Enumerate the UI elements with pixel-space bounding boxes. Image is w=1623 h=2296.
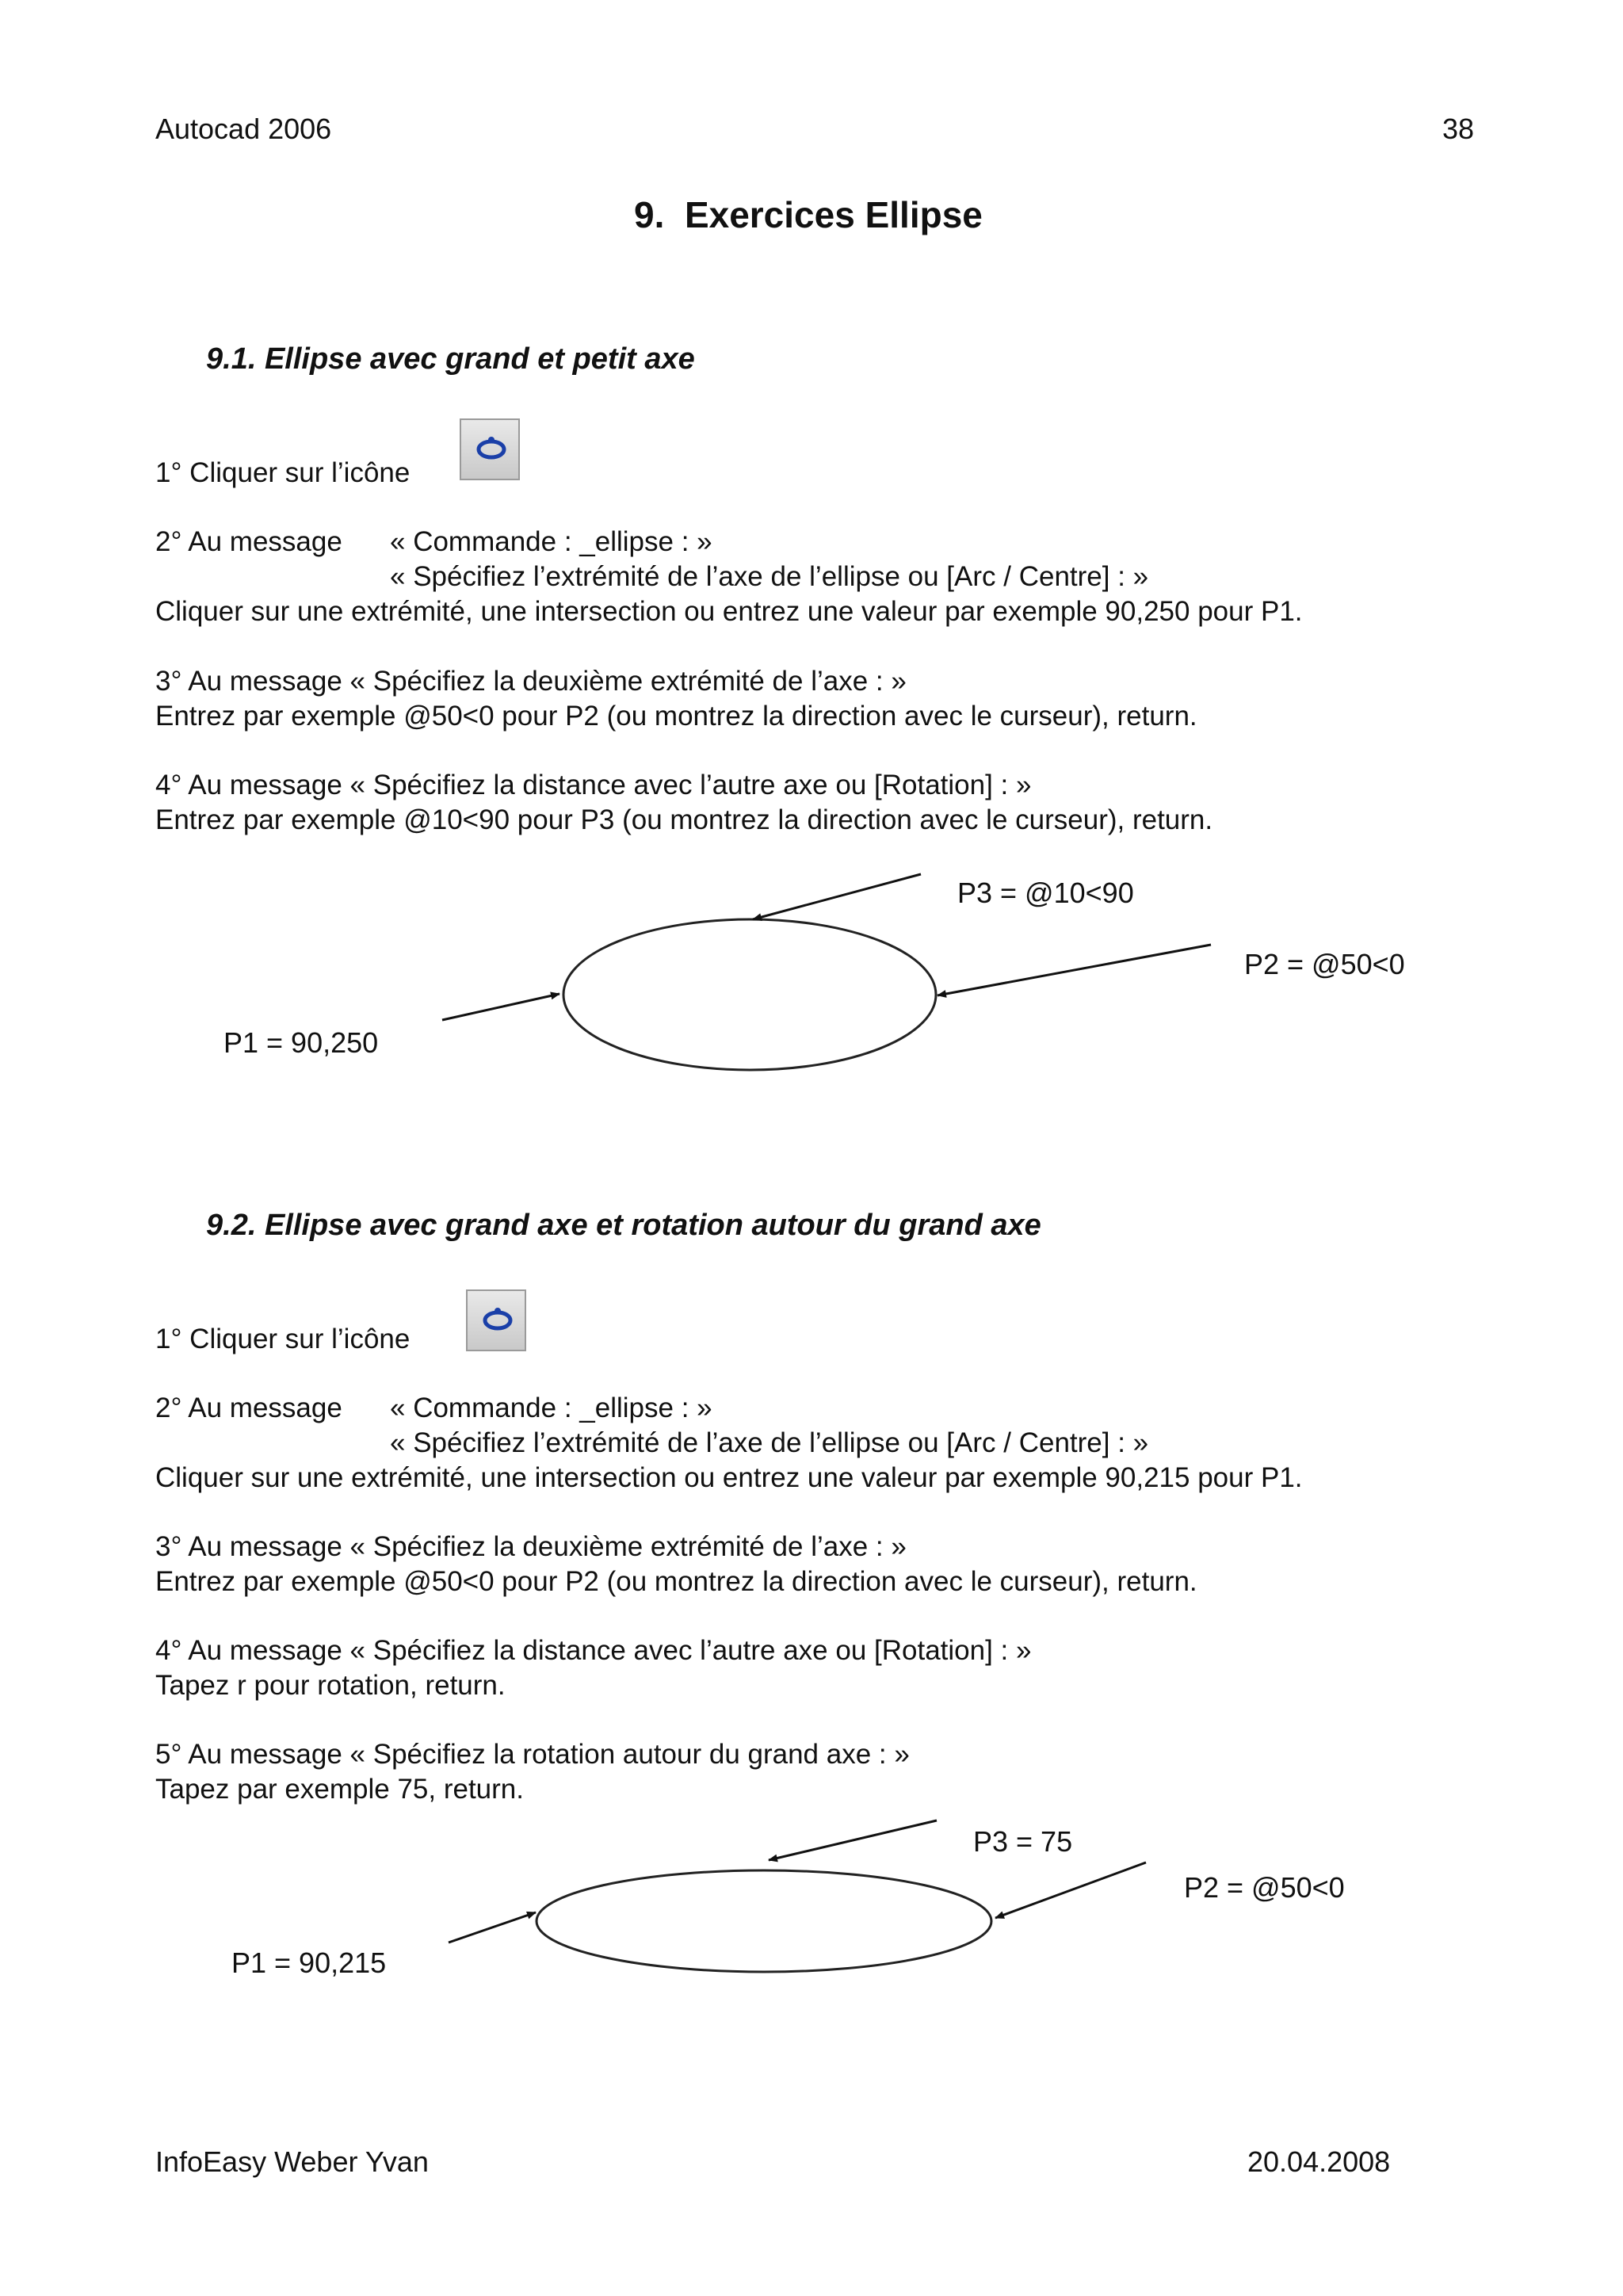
label-p3: P3 = 75 [973,1825,1073,1858]
step-3-instruction: Entrez par exemple @50<0 pour P2 (ou montrez la direction avec le curseur), return. [155,1566,1197,1597]
step-2-command: « Commande : _ellipse : » [390,1392,712,1423]
label-p1: P1 = 90,250 [223,1026,379,1059]
ellipse-shape [563,919,936,1070]
step-2-prompt: « Spécifiez l’extrémité de l’axe de l’ellipse ou [Arc / Centre] : » [390,1427,1149,1458]
label-p1: P1 = 90,215 [231,1946,387,1979]
step-3-label: 3° Au message « Spécifiez la deuxième extrémité de l’axe : » [155,666,907,697]
section-title: Ellipse avec grand et petit axe [264,342,695,376]
ellipse-shape [537,1870,991,1972]
label-p2: P2 = @50<0 [1244,948,1405,980]
footer-author: InfoEasy Weber Yvan [155,2145,429,2178]
footer-date: 20.04.2008 [1247,2145,1391,2178]
step-1: 1° Cliquer sur l’icône [155,457,411,488]
ellipse-glyph [482,1303,514,1341]
header-title: Autocad 2006 [155,113,332,145]
step-4-instruction: Tapez r pour rotation, return. [155,1670,506,1701]
ellipse-tool-icon[interactable] [460,418,520,480]
step-4-label: 4° Au message « Spécifiez la distance avec l’autre axe ou [Rotation] : » [155,1635,1032,1666]
ellipse-figure-2 [0,1807,1623,1997]
step-2-label: 2° Au message [155,526,342,557]
step-5-instruction: Tapez par exemple 75, return. [155,1774,524,1805]
chapter-number: 9. [634,194,665,235]
step-2-command: « Commande : _ellipse : » [390,526,712,557]
ellipse-glyph [475,432,507,470]
arrow-p3 [753,874,921,919]
step-2-instruction: Cliquer sur une extrémité, une intersection ou entrez une valeur par exemple 90,215 pour P1. [155,1462,1303,1493]
ellipse-figure-1 [0,856,1623,1141]
label-p3: P3 = @10<90 [957,877,1134,909]
step-2-label: 2° Au message [155,1392,342,1423]
chapter-title [634,193,983,236]
page-number: 38 [1442,113,1475,145]
step-1: 1° Cliquer sur l’icône [155,1324,411,1354]
arrow-p2 [995,1862,1146,1918]
ellipse-tool-icon[interactable] [466,1289,526,1351]
section-title: Ellipse avec grand axe et rotation autour du grand axe [264,1209,1041,1242]
step-5-label: 5° Au message « Spécifiez la rotation autour du grand axe : » [155,1739,910,1770]
label-p2: P2 = @50<0 [1184,1871,1345,1904]
step-2-prompt: « Spécifiez l’extrémité de l’axe de l’ellipse ou [Arc / Centre] : » [390,561,1149,592]
chapter-title-text: Exercices Ellipse [684,194,983,235]
section-number: 9.2. [206,1209,257,1242]
step-2-instruction: Cliquer sur une extrémité, une intersection ou entrez une valeur par exemple 90,250 pour P1. [155,596,1303,627]
arrow-p3 [769,1820,937,1860]
section-number: 9.1. [206,342,257,376]
step-4-label: 4° Au message « Spécifiez la distance avec l’autre axe ou [Rotation] : » [155,770,1032,800]
section-heading-9-1 [206,342,695,376]
arrow-p1 [449,1912,536,1943]
section-heading-9-2 [206,1209,1041,1243]
step-3-label: 3° Au message « Spécifiez la deuxième extrémité de l’axe : » [155,1531,907,1562]
arrow-p2 [938,945,1211,995]
arrow-p1 [442,994,559,1020]
step-3-instruction: Entrez par exemple @50<0 pour P2 (ou montrez la direction avec le curseur), return. [155,701,1197,732]
step-4-instruction: Entrez par exemple @10<90 pour P3 (ou montrez la direction avec le curseur), return. [155,804,1213,835]
